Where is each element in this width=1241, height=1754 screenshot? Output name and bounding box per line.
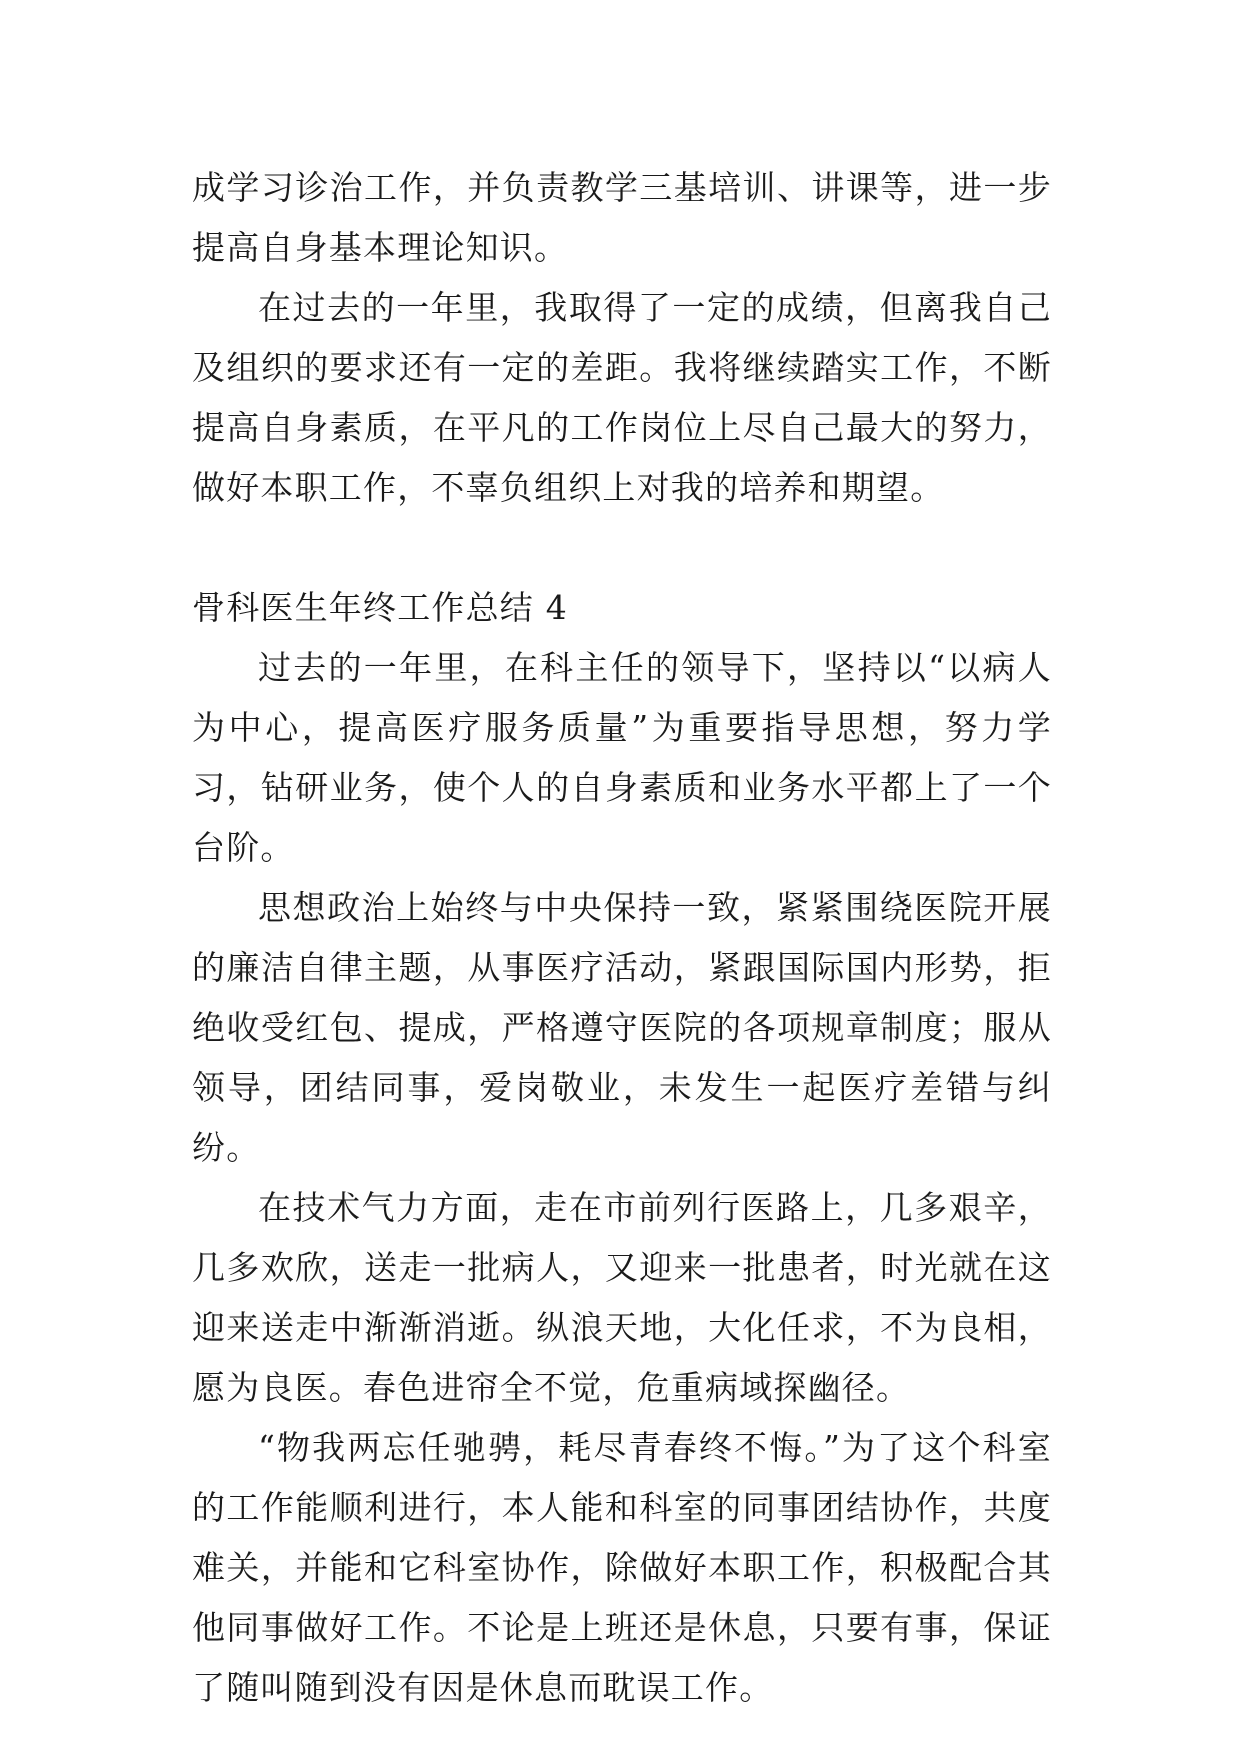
blank-line — [192, 518, 1052, 578]
paragraph: “物我两忘任驰骋，耗尽青春终不悔。”为了这个科室的工作能顺利进行，本人能和科室的同事团结协作，共度难关，并能和它科室协作，除做好本职工作，积极配合其他同事做好工作。不论是上班还是休息，只要有事，保证了随叫随到没有因是休息而耽误工作。 — [192, 1428, 1052, 1707]
paragraph: 过去的一年里，在科主任的领导下，坚持以“以病人为中心，提高医疗服务质量”为重要指导思想，努力学习，钻研业务，使个人的自身素质和业务水平都上了一个台阶。 — [192, 648, 1052, 867]
paragraph: 在技术气力方面，走在市前列行医路上，几多艰辛，几多欢欣，送走一批病人，又迎来一批患者，时光就在这迎来送走中渐渐消逝。纵浪天地，大化任求，不为良相，愿为良医。春色进帘全不觉，危重病域探幽径。 — [192, 1188, 1052, 1407]
document-body — [192, 158, 1052, 1718]
paragraph-continuation: 成学习诊治工作，并负责教学三基培训、讲课等，进一步提高自身基本理论知识。 — [192, 168, 1052, 267]
paragraph: 在过去的一年里，我取得了一定的成绩，但离我自己及组织的要求还有一定的差距。我将继续踏实工作，不断提高自身素质，在平凡的工作岗位上尽自己最大的努力，做好本职工作，不辜负组织上对我的培养和期望。 — [192, 288, 1052, 507]
section-heading: 骨科医生年终工作总结 4 — [192, 588, 568, 627]
paragraph: 思想政治上始终与中央保持一致，紧紧围绕医院开展的廉洁自律主题，从事医疗活动，紧跟国际国内形势，拒绝收受红包、提成，严格遵守医院的各项规章制度；服从领导，团结同事，爱岗敬业，未发生一起医疗差错与纠纷。 — [192, 888, 1052, 1167]
